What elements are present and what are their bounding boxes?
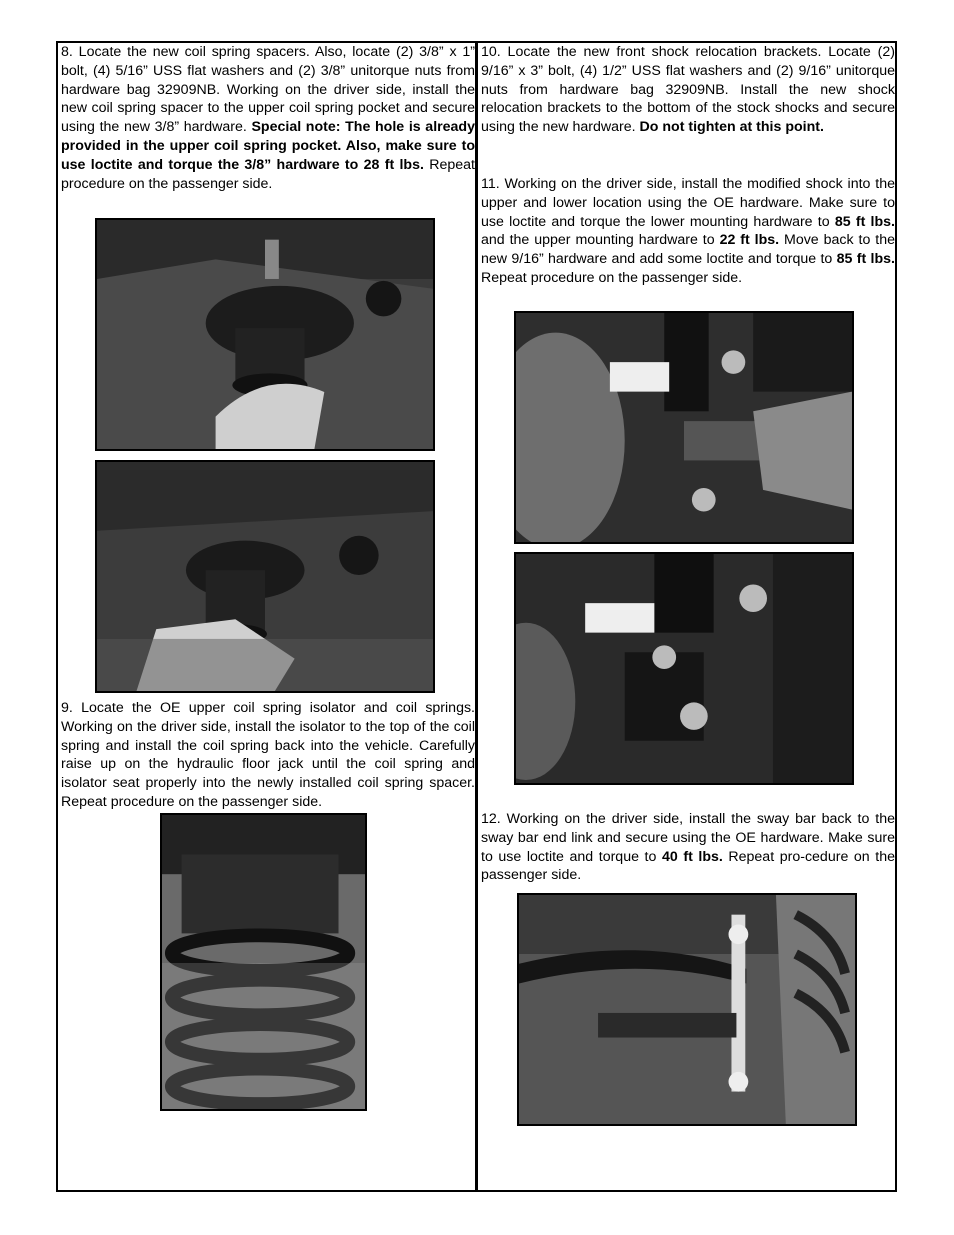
left-column	[58, 43, 478, 1190]
right-column	[478, 43, 895, 1190]
photo-spacer-install-1	[95, 218, 435, 451]
step-12-part-1: 12. Working on the driver side, install the sway bar back to the sway bar end link and secure using the OE hardware. Make sure to use loctite and torque to	[481, 811, 895, 865]
step-11-torque-lower: 85 ft lbs.	[834, 213, 896, 230]
step-8-lead: 8. Locate the new coil spring spacers. Also, locate (2) 3/8” x 1” bolt, (4) 5/16” USS flat washers and (2) 3/8” unitorque nuts from hardware bag 32909NB. Working on the driver side, install the new coil spring spacer to the upper coil spring pocket and secure using the new 3/8” hardware.	[61, 44, 475, 136]
photo-spacer-install-2	[95, 460, 435, 693]
step-12-part-2: Repeat pro-cedure on the passenger side.	[481, 848, 895, 884]
step-8-text	[61, 43, 475, 193]
step-11-torque-916: 85 ft lbs.	[836, 251, 895, 268]
step-12-torque: 40 ft lbs.	[661, 848, 723, 865]
instruction-page-frame	[56, 41, 897, 1192]
step-8-tail: Repeat procedure on the passenger side.	[61, 156, 475, 192]
step-11-part-1: 11. Working on the driver side, install the modified shock into the upper and lower location using the OE hardware. Make sure to use loctite and torque the lower mounting hardware to	[481, 176, 895, 230]
step-10-lead: 10. Locate the new front shock relocation brackets. Locate (2) 9/16” x 3” bolt, (4) 1/2” USS flat washers and (2) 9/16” unitorque nuts from hardware bag 32909NB. Install the new shock relocation brackets to the bottom of the stock shocks and secure using the new hardware.	[481, 44, 895, 136]
step-11-part-2: and the upper mounting hardware to	[481, 232, 720, 249]
photo-shock-bracket	[514, 552, 854, 785]
step-11-text	[481, 175, 895, 288]
photo-sway-bar	[517, 893, 857, 1126]
step-11-torque-upper: 22 ft lbs.	[719, 232, 780, 249]
step-12-text	[481, 810, 895, 885]
step-10-warning: Do not tighten at this point.	[639, 119, 824, 136]
step-10-text	[481, 43, 895, 137]
photo-shock-torque	[514, 311, 854, 544]
step-11-part-3: Move back to the new 9/16” hardware and add some loctite and torque to	[481, 232, 895, 268]
step-8-special-note: Special note: The hole is already provided in the upper coil spring pocket. Also, make sure to use loctite and torque the 3/8” hardware to 28 ft lbs.	[61, 119, 475, 173]
step-9-text: 9. Locate the OE upper coil spring isolator and coil springs. Working on the driver side, install the isolator to the top of the coil spring and install the coil spring back into the vehicle. Carefully raise up on the hydraulic floor jack until the coil spring and isolator seat properly into the newly installed coil spring spacer. Repeat procedure on the passenger side.	[61, 700, 475, 810]
step-11-part-4: Repeat procedure on the passenger side.	[481, 269, 743, 286]
photo-coil-spring	[160, 813, 367, 1111]
